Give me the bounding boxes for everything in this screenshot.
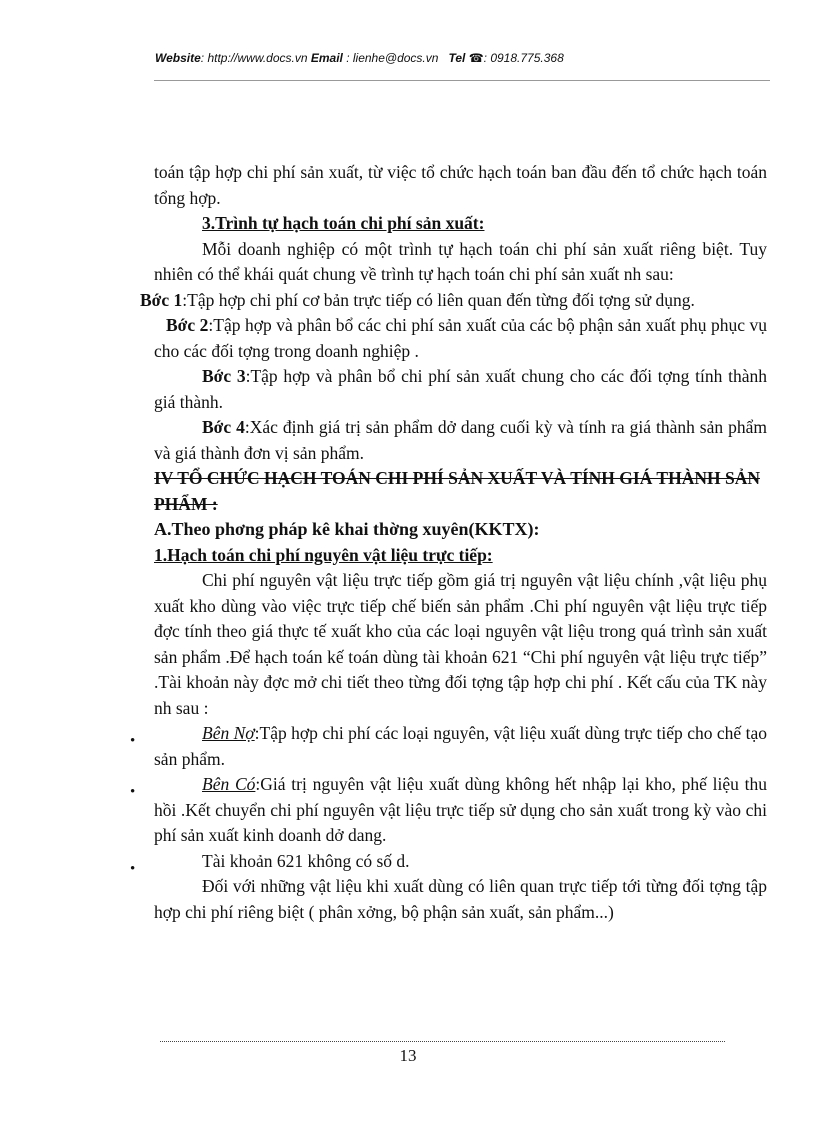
bullet-credit [130,772,767,849]
bullet-marker: • [130,733,136,749]
tel-label: Tel [448,51,466,65]
step-1-label: Bớc 1 [140,289,183,310]
tel-value: ☎: 0918.775.368 [468,51,564,65]
heading-section-1: 1.Hạch toán chi phí nguyên vật liệu trực tiếp: [154,544,493,565]
heading-section-iv: IV TỔ CHỨC HẠCH TOÁN CHI PHÍ SẢN XUẤT VÀ TÍNH GIÁ THÀNH SẢN PHẨM : [154,468,760,514]
credit-label: Bên Có [202,774,256,794]
paragraph-material-costs: Chi phí nguyên vật liệu trực tiếp gồm giá trị nguyên vật liệu chính ,vật liệu phụ xuất kho dùng vào việc trực tiếp chế biến sản phẩm .Chi phí nguyên vật liệu trực tiếp đợc tính theo giá thực tế xuất kho của các loại nguyên vật liệu trong quá trình sản xuất sản phẩm .Để hạch toán kế toán dùng tài khoản 621 “Chi phí nguyên vật liệu trực tiếp” .Tài khoản này đợc mở chi tiết theo từng đối tợng tập hợp chi phí . Kết cấu của TK này nh sau : [154,570,767,718]
step-2 [154,313,767,364]
step-4 [154,415,767,466]
step-2-label: Bớc 2 [166,315,209,335]
paragraph-direct-materials: Đối với những vật liệu khi xuất dùng có liên quan trực tiếp tới từng đối tợng tập hợp chi phí riêng biệt ( phân xởng, bộ phận sản xuất, sản phẩm...) [154,876,767,922]
step-3-text: :Tập hợp và phân bổ chi phí sản xuất chung cho các đối tợng tính thành giá thành. [154,366,767,412]
heading-section-3: 3.Trình tự hạch toán chi phí sản xuất: [202,213,485,233]
bullet-marker: • [130,784,136,800]
step-4-label: Bớc 4 [202,417,245,437]
page-number: 13 [399,1046,417,1065]
footer-divider [160,1041,725,1042]
email-value[interactable]: : lienhe@docs.vn [342,51,439,65]
debit-label: Bên Nợ [202,723,255,743]
step-3 [154,364,767,415]
step-1-text: :Tập hợp chi phí cơ bản trực tiếp có liên quan đến từng đối tợng sử dụng. [182,289,695,310]
header-divider [154,80,770,81]
document-body [130,160,768,925]
bullet-debit [130,721,767,772]
page-header [155,51,755,65]
email-label: Email [310,51,343,65]
step-2-text: :Tập hợp và phân bổ các chi phí sản xuất của các bộ phận sản xuất phụ phục vụ cho các đối tợng trong doanh nghiệp . [154,315,768,361]
bullet-balance [130,849,767,877]
step-1 [140,288,767,314]
debit-text: :Tập hợp chi phí các loại nguyên, vật liệu xuất dùng trực tiếp cho chế tạo sản phẩm. [154,723,767,769]
step-4-text: :Xác định giá trị sản phẩm dở dang cuối kỳ và tính ra giá thành sản phẩm và giá thành đơn vị sản phẩm. [154,417,767,463]
balance-text: Tài khoản 621 không có số d. [202,850,410,871]
heading-section-a: A.Theo phơng pháp kê khai thờng xuyên(KKTX): [154,519,540,539]
website-value[interactable]: : http://www.docs.vn [200,51,308,65]
website-label: Website [155,51,201,65]
step-3-label: Bớc 3 [202,366,246,386]
paragraph-intro: toán tập hợp chi phí sản xuất, từ việc tổ chức hạch toán ban đầu đến tổ chức hạch toán tổng hợp. [154,162,767,208]
bullet-marker: • [130,860,136,877]
credit-text: :Giá trị nguyên vật liệu xuất dùng không hết nhập lại kho, phế liệu thu hồi .Kết chuyển chi phí nguyên vật liệu trực tiếp sử dụng cho sản xuất trong kỳ vào chi phí sản xuất kinh doanh dở dang. [154,774,767,845]
paragraph-overview: Mỗi doanh nghiệp có một trình tự hạch toán chi phí sản xuất riêng biệt. Tuy nhiên có thể khái quát chung về trình tự hạch toán chi phí sản xuất nh sau: [154,238,767,284]
